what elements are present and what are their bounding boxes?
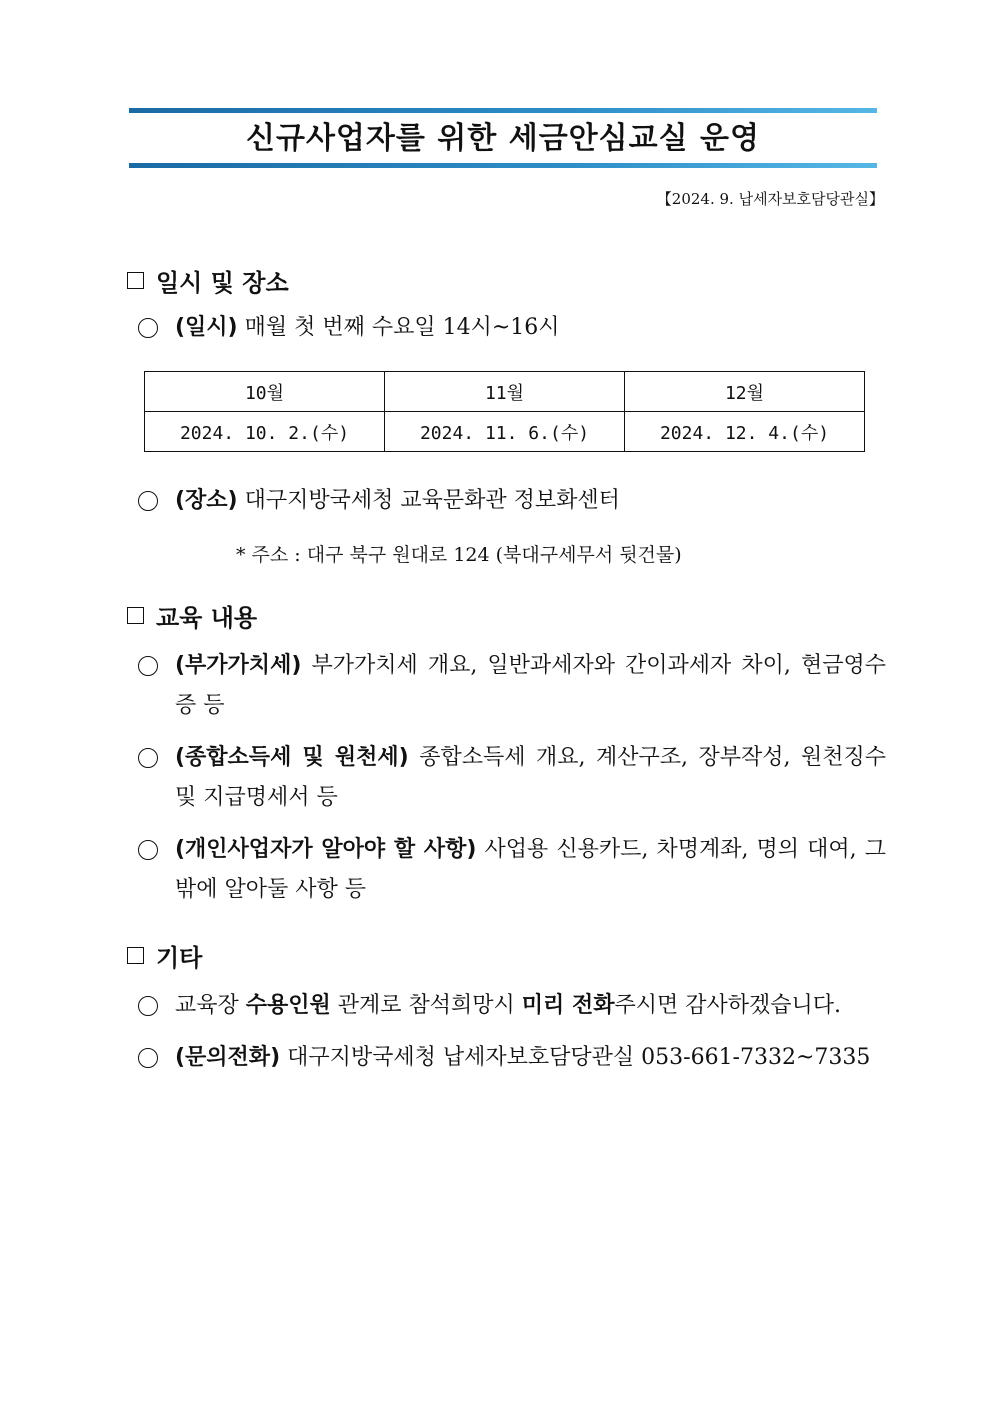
item-label: (일시): [175, 315, 238, 340]
address-note: * 주소 : 대구 북구 원대로 124 (북대구세무서 뒷건물): [236, 544, 682, 566]
notice-text: 주시면 감사하겠습니다.: [614, 993, 841, 1018]
notice-emphasis: 수용인원: [245, 993, 331, 1018]
notice-text: 관계로 참석희망시: [337, 993, 515, 1018]
circle-bullet-icon: [138, 1048, 158, 1068]
item-text: 부가가치세 개요, 일반과세자와 간이과세자 차이, 현금영수증 등: [175, 653, 886, 718]
table-row: [145, 412, 865, 452]
item-label: (부가가치세): [175, 653, 302, 678]
item-text: 종합소득세 개요, 계산구조, 장부작성, 원천징수 및 지급명세서 등: [175, 745, 886, 810]
phone-text: 대구지방국세청 납세자보호담당관실 053-661-7332~7335: [287, 1045, 871, 1070]
square-bullet-icon: [127, 272, 144, 289]
list-item-place: [138, 481, 886, 521]
document-title: 신규사업자를 위한 세금안심교실 운영: [245, 121, 760, 156]
table-header-cell: 11월: [385, 372, 625, 412]
item-label: (종합소득세 및 원천세): [175, 745, 409, 770]
circle-bullet-icon: [138, 840, 158, 860]
circle-bullet-icon: [138, 656, 158, 676]
table-cell: 2024. 11. 6.(수): [385, 412, 625, 452]
schedule-table: [144, 371, 865, 452]
notice-text: 교육장: [175, 993, 239, 1018]
table-cell: 2024. 10. 2.(수): [145, 412, 385, 452]
item-label: (장소): [175, 488, 238, 513]
title-bottom-rule: [129, 163, 877, 168]
section-title: 교육 내용: [156, 604, 258, 632]
section-heading-schedule: [127, 263, 289, 298]
section-heading-content: [127, 598, 257, 633]
item-label: (개인사업자가 알아야 할 사항): [175, 837, 477, 862]
table-row: [145, 372, 865, 412]
table-cell: 2024. 12. 4.(수): [625, 412, 865, 452]
notice-emphasis: 미리 전화: [521, 993, 615, 1018]
list-item-date: [138, 308, 886, 348]
circle-bullet-icon: [138, 748, 158, 768]
circle-bullet-icon: [138, 996, 158, 1016]
list-item-income-tax: [138, 738, 886, 818]
square-bullet-icon: [127, 607, 144, 624]
item-text: 사업용 신용카드, 차명계좌, 명의 대여, 그 밖에 알아둘 사항 등: [175, 837, 886, 902]
list-item-phone: [138, 1038, 886, 1078]
section-heading-etc: [127, 938, 202, 973]
department-date-line: 【2024. 9. 납세자보호담당관실】: [656, 190, 884, 208]
section-title: 일시 및 장소: [156, 269, 289, 297]
table-header-cell: 10월: [145, 372, 385, 412]
item-text: 대구지방국세청 교육문화관 정보화센터: [244, 488, 620, 513]
circle-bullet-icon: [138, 318, 158, 338]
list-item-vat: [138, 646, 886, 726]
item-label: (문의전화): [175, 1045, 281, 1070]
title-box: [129, 108, 877, 168]
list-item-sole-proprietor: [138, 830, 886, 910]
table-header-cell: 12월: [625, 372, 865, 412]
list-item-notice: [138, 986, 886, 1026]
circle-bullet-icon: [138, 491, 158, 511]
square-bullet-icon: [127, 947, 144, 964]
section-title: 기타: [156, 944, 203, 972]
item-text: 매월 첫 번째 수요일 14시~16시: [244, 315, 560, 340]
